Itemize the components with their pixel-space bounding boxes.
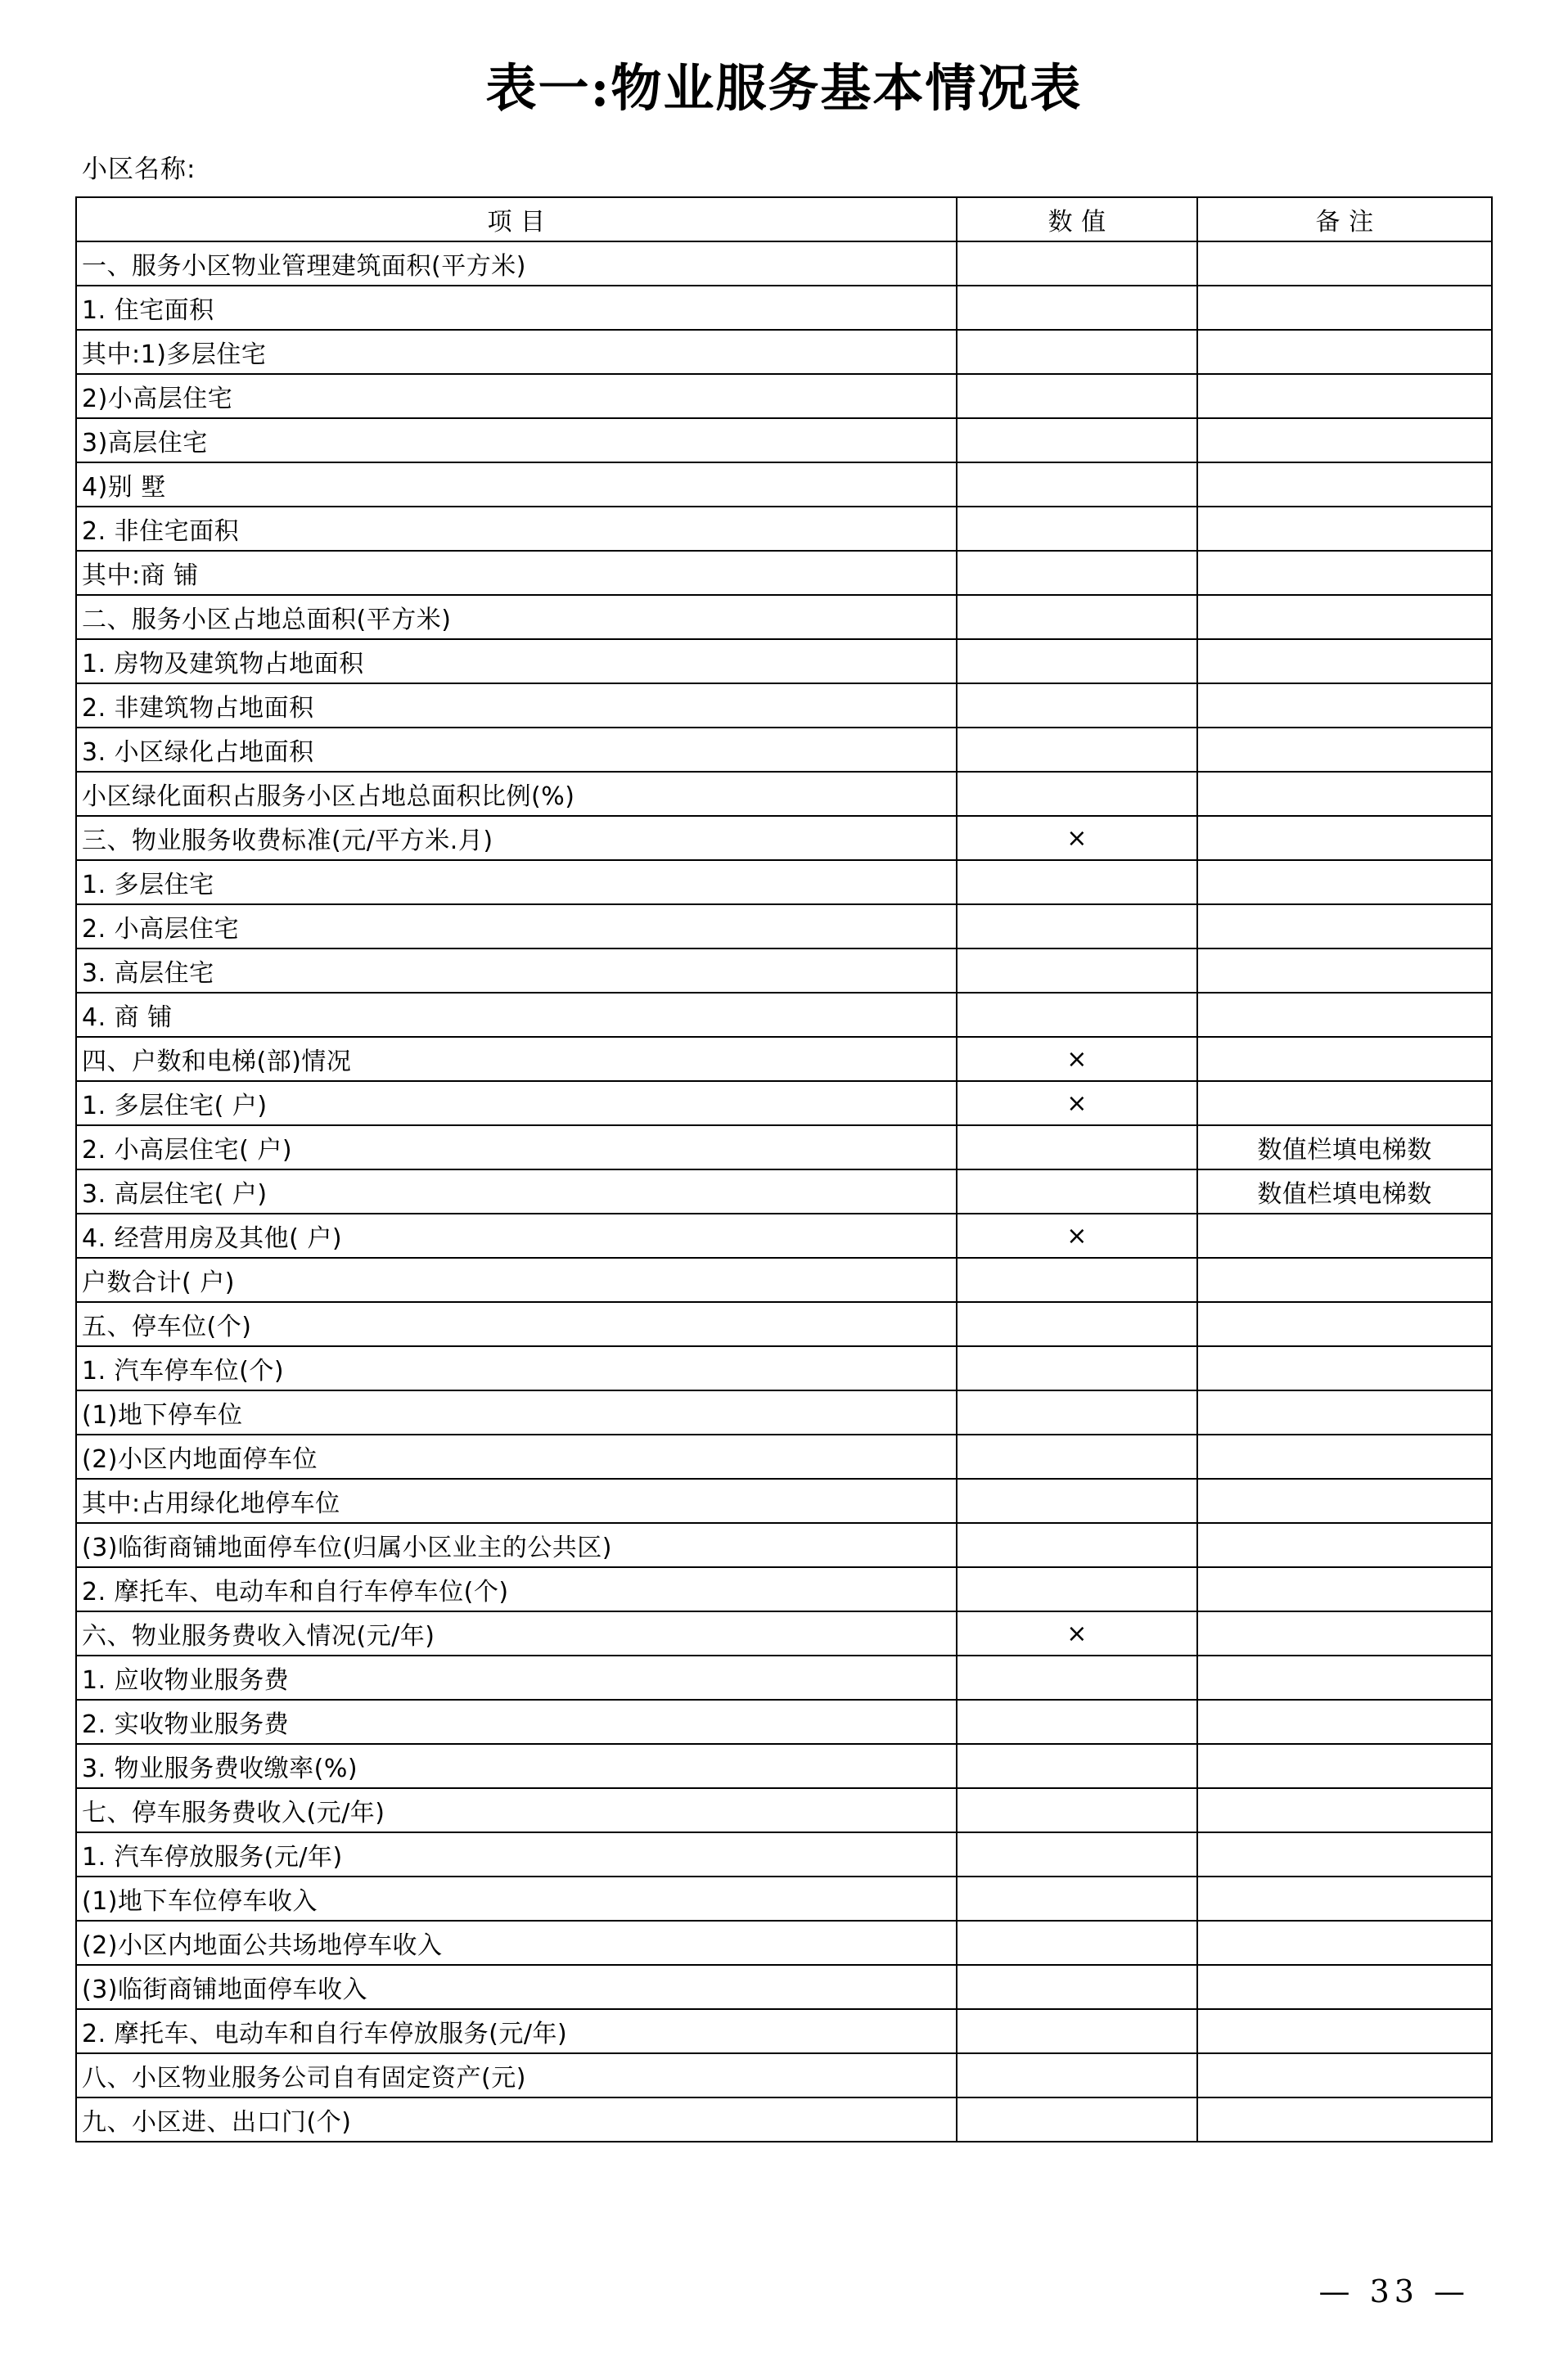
row-item-label: 八、小区物业服务公司自有固定资产(元) [76,2053,957,2097]
row-note-cell[interactable] [1197,1656,1492,1700]
row-note-cell[interactable] [1197,286,1492,330]
property-service-form-table [75,196,1493,2142]
row-value-cell[interactable] [957,1700,1197,1744]
row-item-label: 4)别 墅 [76,462,957,507]
table-row [76,1788,1492,1832]
row-item-label: 4. 商 铺 [76,993,957,1037]
column-header-item: 项 目 [76,197,957,241]
row-item-label: 2. 摩托车、电动车和自行车停放服务(元/年) [76,2009,957,2053]
table-row [76,286,1492,330]
column-header-value: 数 值 [957,197,1197,241]
row-value-cell[interactable] [957,728,1197,772]
table-row [76,1567,1492,1611]
row-note-cell[interactable] [1197,595,1492,639]
row-value-cell[interactable] [957,1169,1197,1214]
table-row [76,1346,1492,1390]
table-row [76,860,1492,904]
table-row [76,1832,1492,1877]
row-item-label: 小区绿化面积占服务小区占地总面积比例(%) [76,772,957,816]
row-note-cell[interactable] [1197,904,1492,948]
table-row [76,1877,1492,1921]
row-value-cell[interactable] [957,462,1197,507]
row-item-label: 1. 多层住宅 [76,860,957,904]
row-item-label: 2. 摩托车、电动车和自行车停车位(个) [76,1567,957,1611]
row-note-cell[interactable] [1197,1523,1492,1567]
row-note-cell[interactable] [1197,1258,1492,1302]
row-item-label: (3)临街商铺地面停车位(归属小区业主的公共区) [76,1523,957,1567]
row-value-cell[interactable] [957,904,1197,948]
row-item-label: 2. 小高层住宅( 户) [76,1125,957,1169]
table-row [76,595,1492,639]
row-value-cell[interactable]: × [957,1037,1197,1081]
row-item-label: 其中:占用绿化地停车位 [76,1479,957,1523]
table-row [76,1700,1492,1744]
row-item-label: (2)小区内地面停车位 [76,1435,957,1479]
table-row [76,816,1492,860]
table-body [76,241,1492,2142]
table-row [76,993,1492,1037]
row-value-cell[interactable] [957,286,1197,330]
table-row [76,2009,1492,2053]
row-value-cell[interactable] [957,1744,1197,1788]
row-note-cell[interactable] [1197,1611,1492,1656]
row-item-label: 三、物业服务收费标准(元/平方米.月) [76,816,957,860]
table-row [76,1744,1492,1788]
row-item-label: 七、停车服务费收入(元/年) [76,1788,957,1832]
table-row [76,1479,1492,1523]
row-note-cell[interactable] [1197,1346,1492,1390]
row-item-label: (3)临街商铺地面停车收入 [76,1965,957,2009]
row-value-cell[interactable] [957,1788,1197,1832]
row-note-cell[interactable] [1197,330,1492,374]
row-item-label: 其中:1)多层住宅 [76,330,957,374]
row-note-cell[interactable] [1197,1788,1492,1832]
table-row [76,728,1492,772]
row-value-cell[interactable] [957,2053,1197,2097]
row-item-label: 2. 非建筑物占地面积 [76,683,957,728]
row-note-cell[interactable] [1197,1965,1492,2009]
page-title: 表一:物业服务基本情况表 [485,58,1083,118]
table-row [76,507,1492,551]
row-value-cell[interactable]: × [957,1081,1197,1125]
row-note-cell[interactable] [1197,1832,1492,1877]
row-note-cell[interactable] [1197,1037,1492,1081]
row-note-cell[interactable] [1197,816,1492,860]
table-row [76,418,1492,462]
row-note-cell[interactable] [1197,462,1492,507]
row-note-cell[interactable] [1197,2097,1492,2142]
table-row [76,2053,1492,2097]
table-row [76,639,1492,683]
table-row [76,241,1492,286]
row-note-cell[interactable]: 数值栏填电梯数 [1197,1125,1492,1169]
table-header-row [76,197,1492,241]
row-value-cell[interactable] [957,374,1197,418]
row-value-cell[interactable] [957,507,1197,551]
row-note-cell[interactable] [1197,1081,1492,1125]
row-item-label: 九、小区进、出口门(个) [76,2097,957,2142]
row-value-cell[interactable] [957,860,1197,904]
row-value-cell[interactable] [957,1567,1197,1611]
row-note-cell[interactable] [1197,948,1492,993]
table-row [76,2097,1492,2142]
row-note-cell[interactable] [1197,639,1492,683]
row-item-label: 2. 实收物业服务费 [76,1700,957,1744]
row-note-cell[interactable] [1197,1567,1492,1611]
row-note-cell[interactable] [1197,1700,1492,1744]
row-note-cell[interactable] [1197,551,1492,595]
row-item-label: 2. 小高层住宅 [76,904,957,948]
row-note-cell[interactable] [1197,1390,1492,1435]
row-item-label: 六、物业服务费收入情况(元/年) [76,1611,957,1656]
row-value-cell[interactable] [957,1435,1197,1479]
row-note-cell[interactable] [1197,683,1492,728]
column-header-note: 备 注 [1197,197,1492,241]
row-value-cell[interactable] [957,241,1197,286]
row-value-cell[interactable] [957,551,1197,595]
row-value-cell[interactable] [957,639,1197,683]
row-item-label: 五、停车位(个) [76,1302,957,1346]
row-item-label: 2. 非住宅面积 [76,507,957,551]
table-header [76,197,1492,241]
table-row [76,683,1492,728]
row-item-label: 4. 经营用房及其他( 户) [76,1214,957,1258]
row-note-cell[interactable] [1197,728,1492,772]
row-item-label: 1. 汽车停车位(个) [76,1346,957,1390]
table-row [76,1921,1492,1965]
row-item-label: (1)地下停车位 [76,1390,957,1435]
row-value-cell[interactable]: × [957,816,1197,860]
row-note-cell[interactable] [1197,772,1492,816]
row-value-cell[interactable] [957,1346,1197,1390]
row-item-label: 2)小高层住宅 [76,374,957,418]
table-row [76,1390,1492,1435]
row-value-cell[interactable] [957,1921,1197,1965]
table-row [76,1611,1492,1656]
row-note-cell[interactable] [1197,993,1492,1037]
row-note-cell[interactable] [1197,1435,1492,1479]
row-value-cell[interactable] [957,418,1197,462]
table-row [76,551,1492,595]
row-item-label: 1. 汽车停放服务(元/年) [76,1832,957,1877]
row-value-cell[interactable] [957,1832,1197,1877]
row-item-label: 3. 高层住宅( 户) [76,1169,957,1214]
table-row [76,1125,1492,1169]
row-value-cell[interactable] [957,683,1197,728]
row-item-label: 3. 小区绿化占地面积 [76,728,957,772]
row-value-cell[interactable] [957,1523,1197,1567]
table-row [76,1435,1492,1479]
row-value-cell[interactable] [957,330,1197,374]
table-row [76,1258,1492,1302]
table-row [76,1965,1492,2009]
table-row [76,1656,1492,1700]
row-note-cell[interactable] [1197,2009,1492,2053]
row-item-label: 3)高层住宅 [76,418,957,462]
row-note-cell[interactable] [1197,1479,1492,1523]
row-item-label: 其中:商 铺 [76,551,957,595]
table-row [76,904,1492,948]
row-item-label: 3. 高层住宅 [76,948,957,993]
row-item-label: 1. 住宅面积 [76,286,957,330]
table-row [76,330,1492,374]
table-row [76,1523,1492,1567]
page-number: — 33 — [1318,2273,1470,2309]
row-note-cell[interactable] [1197,507,1492,551]
table-row [76,462,1492,507]
row-note-cell[interactable] [1197,1744,1492,1788]
row-value-cell[interactable] [957,993,1197,1037]
row-item-label: 3. 物业服务费收缴率(%) [76,1744,957,1788]
row-value-cell[interactable] [957,1877,1197,1921]
row-value-cell[interactable] [957,1479,1197,1523]
row-note-cell[interactable] [1197,241,1492,286]
row-value-cell[interactable] [957,1302,1197,1346]
table-row [76,1037,1492,1081]
row-value-cell[interactable]: × [957,1214,1197,1258]
table-row [76,1214,1492,1258]
row-note-cell[interactable] [1197,1877,1492,1921]
row-item-label: 户数合计( 户) [76,1258,957,1302]
row-item-label: 1. 应收物业服务费 [76,1656,957,1700]
row-value-cell[interactable] [957,1390,1197,1435]
row-note-cell[interactable] [1197,374,1492,418]
row-item-label: (2)小区内地面公共场地停车收入 [76,1921,957,1965]
table-row [76,1302,1492,1346]
row-item-label: 一、服务小区物业管理建筑面积(平方米) [76,241,957,286]
row-item-label: 四、户数和电梯(部)情况 [76,1037,957,1081]
row-item-label: (1)地下车位停车收入 [76,1877,957,1921]
table-row [76,374,1492,418]
row-item-label: 1. 多层住宅( 户) [76,1081,957,1125]
row-value-cell[interactable] [957,1125,1197,1169]
row-value-cell[interactable] [957,595,1197,639]
row-value-cell[interactable] [957,2009,1197,2053]
row-note-cell[interactable] [1197,418,1492,462]
row-value-cell[interactable] [957,1965,1197,2009]
row-value-cell[interactable] [957,1258,1197,1302]
table-row [76,1169,1492,1214]
row-item-label: 二、服务小区占地总面积(平方米) [76,595,957,639]
table-row [76,1081,1492,1125]
row-value-cell[interactable] [957,1656,1197,1700]
row-note-cell[interactable] [1197,1921,1492,1965]
row-note-cell[interactable] [1197,1214,1492,1258]
row-note-cell[interactable] [1197,860,1492,904]
row-value-cell[interactable] [957,772,1197,816]
row-note-cell[interactable] [1197,2053,1492,2097]
row-value-cell[interactable] [957,948,1197,993]
table-row [76,772,1492,816]
row-note-cell[interactable] [1197,1302,1492,1346]
community-name-label: 小区名称: [82,155,196,184]
row-value-cell[interactable] [957,2097,1197,2142]
row-note-cell[interactable]: 数值栏填电梯数 [1197,1169,1492,1214]
row-value-cell[interactable]: × [957,1611,1197,1656]
row-item-label: 1. 房物及建筑物占地面积 [76,639,957,683]
table-row [76,948,1492,993]
